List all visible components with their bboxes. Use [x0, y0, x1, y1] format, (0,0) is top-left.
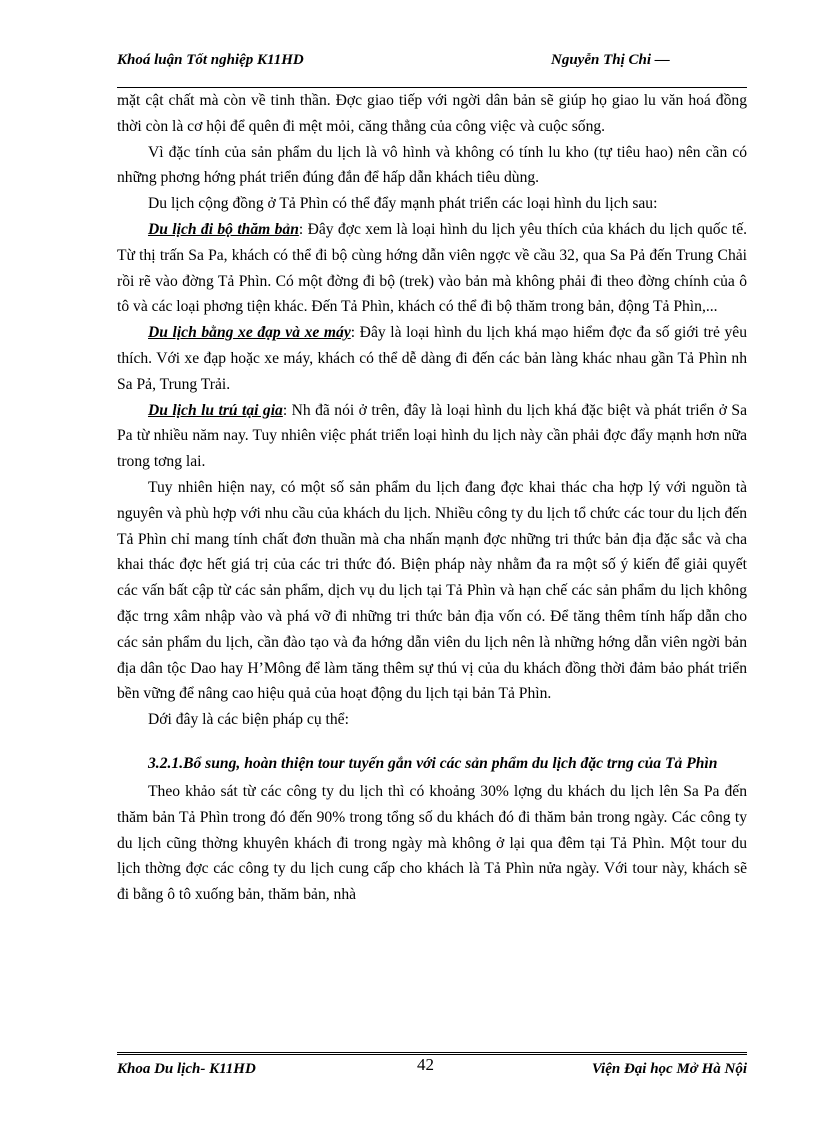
footer-faculty: Khoa Du lịch- K11HD	[117, 1061, 256, 1077]
term-walking-tour: Du lịch đi bộ thăm bản	[148, 220, 299, 238]
document-body	[117, 88, 747, 908]
footer-university: Viện Đại học Mở Hà Nội	[591, 1061, 747, 1077]
paragraph: Vì đặc tính của sản phẩm du lịch là vô hình và không có tính lu kho (tự tiêu hao) nên cần có những phơng hớng phát triển đúng đắn để hấp dẫn khách tiêu dùng.	[117, 143, 747, 187]
section-heading: 3.2.1.Bổ sung, hoàn thiện tour tuyến gắn với các sản phẩm du lịch đặc trng của Tả Phìn	[148, 754, 718, 772]
paragraph: Dới đây là các biện pháp cụ thể:	[148, 711, 349, 729]
paragraph: Theo khảo sát từ các công ty du lịch thì có khoảng 30% lợng du khách du lịch lên Sa Pa đến thăm bản Tả Phìn trong đó đến 90% trong tổng số du khách đó đi thăm bản trong ngày. Các công ty du lịch cũng thờng khuyên khách đi trong ngày mà không ở lại qua đêm tại Tả Phìn. Một tour du lịch thờng đợc các công ty du lịch cung cấp cho khách là Tả Phìn nửa ngày. Với tour này, khách sẽ đi bằng ô tô xuống bản, thăm bản, nhà	[117, 782, 747, 904]
paragraph-text: : Đây đợc xem là loại hình du lịch yêu thích của khách du lịch quốc tế. Từ thị trấn Sa Pa, khách có thể đi bộ cùng hớng dẫn viên ngợc về cầu 32, qua Sa Pả đến Trung Chải rồi rẽ vào đờng Tả Phìn. Có một đờng đi bộ (trek) vào bản mà không phải đi theo đờng chính của ô tô và các loại phơng tiện khác. Đến Tả Phìn, khách có thể đi bộ thăm trong bản, động Tả Phìn,...	[117, 220, 748, 316]
paragraph-walking-tour	[117, 217, 747, 320]
page-footer	[117, 1055, 747, 1075]
header-author: Nguyễn Thị Chi —	[551, 52, 670, 68]
paragraph-text: : Nh đã nói ở trên, đây là loại hình du lịch khá đặc biệt và phát triển ở Sa Pa từ nhiều năm nay. Tuy nhiên việc phát triển loại hình du lịch này cần phải đợc đẩy mạnh hơn nữa trong tơng lai.	[117, 401, 747, 471]
term-bike-tour: Du lịch bằng xe đạp và xe máy	[148, 324, 351, 342]
page-number: 42	[417, 1055, 434, 1074]
paragraph-continued: mặt cật chất mà còn về tinh thần. Đợc giao tiếp với ngời dân bản sẽ giúp họ giao lu văn hoá đồng thời còn là cơ hội để quên đi mệt mỏi, căng thẳng của công việc và cuộc sống.	[117, 92, 747, 135]
paragraph: Du lịch cộng đồng ở Tả Phìn có thể đẩy mạnh phát triển các loại hình du lịch sau:	[148, 195, 658, 213]
term-homestay: Du lịch lu trú tại gia	[148, 401, 283, 419]
page-header	[117, 52, 747, 92]
header-thesis-title: Khoá luận Tốt nghiệp K11HD	[117, 52, 304, 68]
paragraph-homestay	[117, 398, 747, 475]
paragraph-text: : Đây là loại hình du lịch khá mạo hiểm đợc đa số giới trẻ yêu thích. Với xe đạp hoặc xe máy, khách có thể dễ dàng đi đến các bản làng khác nhau gần Tả Phìn nh Sa Pả, Trung Trải.	[117, 324, 747, 393]
paragraph: Tuy nhiên hiện nay, có một số sản phẩm du lịch đang đợc khai thác cha hợp lý với nguồn tà nguyên và phù hợp với nhu cầu của khách du lịch. Nhiều công ty du lịch tổ chức các tour du lịch đến Tả Phìn chỉ mang tính chất đơn thuần mà cha nhấn mạnh đợc những tri thức bản địa đặc sắc và cha khai thác đợc hết giá trị của các tri thức đó. Biện pháp này nhằm đa ra một số ý kiến để giải quyết các vấn bất cập từ các sản phẩm, dịch vụ du lịch tại Tả Phìn và hạn chế các sản phẩm du lịch không đặc trng xâm nhập vào và phá vỡ đi những tri thức bản địa vốn có. Để tăng thêm tính hấp dẫn cho các sản phẩm du lịch, cần đào tạo và đa hớng dẫn viên du lịch nên là những hớng dẫn viên ngời bản địa dân tộc Dao hay H’Mông để làm tăng thêm sự thú vị của du khách đồng thời đảm bảo phát triển bền vững để nâng cao hiệu quả của hoạt động du lịch tại bản Tả Phìn.	[117, 478, 747, 703]
paragraph-bike-tour	[117, 320, 747, 397]
